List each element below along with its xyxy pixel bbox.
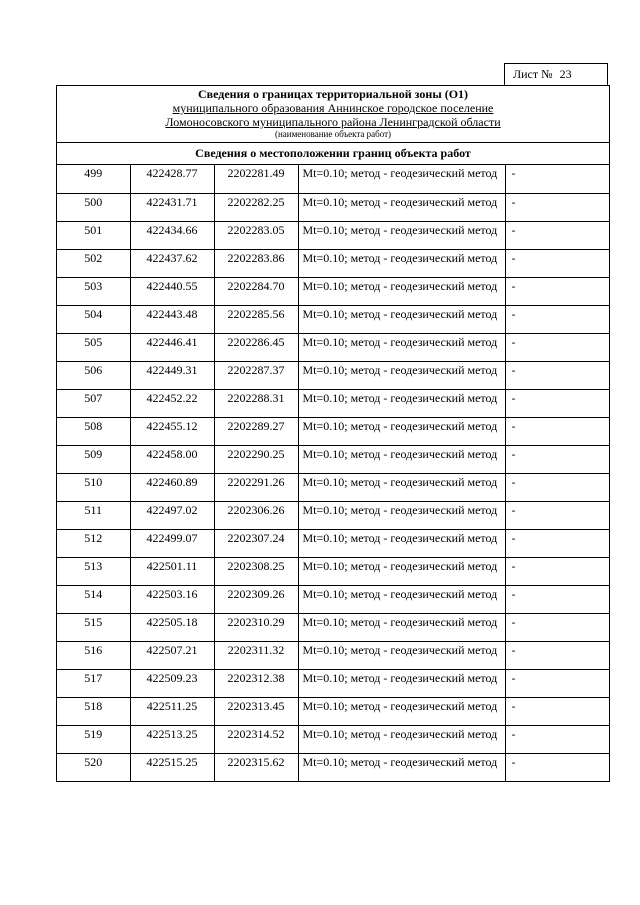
- point-number-cell: 500: [57, 193, 130, 221]
- sheet-number-box: [504, 63, 608, 85]
- x-coordinate-cell: 422505.18: [130, 613, 214, 641]
- x-coordinate-cell: 422428.77: [130, 165, 214, 193]
- method-cell: Mt=0.10; метод - геодезический метод: [298, 221, 505, 249]
- table-row: [57, 417, 609, 445]
- point-number-cell: 508: [57, 417, 130, 445]
- description-cell: -: [505, 249, 609, 277]
- y-coordinate-cell: 2202289.27: [214, 417, 298, 445]
- method-cell: Mt=0.10; метод - геодезический метод: [298, 501, 505, 529]
- point-number-cell: 501: [57, 221, 130, 249]
- point-number-cell: 503: [57, 277, 130, 305]
- description-cell: -: [505, 473, 609, 501]
- table-row: [57, 221, 609, 249]
- method-cell: Mt=0.10; метод - геодезический метод: [298, 753, 505, 781]
- municipality-line: муниципального образования Аннинское городское поселение: [172, 101, 494, 115]
- method-cell: Mt=0.10; метод - геодезический метод: [298, 361, 505, 389]
- method-cell: Mt=0.10; метод - геодезический метод: [298, 473, 505, 501]
- document-header: [57, 86, 609, 143]
- point-number-cell: 502: [57, 249, 130, 277]
- table-row: [57, 193, 609, 221]
- y-coordinate-cell: 2202311.32: [214, 641, 298, 669]
- method-cell: Mt=0.10; метод - геодезический метод: [298, 165, 505, 193]
- x-coordinate-cell: 422437.62: [130, 249, 214, 277]
- method-cell: Mt=0.10; метод - геодезический метод: [298, 697, 505, 725]
- district-line: Ломоносовского муниципального района Ленинградской области: [165, 115, 501, 129]
- method-cell: Mt=0.10; метод - геодезический метод: [298, 529, 505, 557]
- method-cell: Mt=0.10; метод - геодезический метод: [298, 445, 505, 473]
- x-coordinate-cell: 422443.48: [130, 305, 214, 333]
- description-cell: -: [505, 165, 609, 193]
- point-number-cell: 505: [57, 333, 130, 361]
- y-coordinate-cell: 2202310.29: [214, 613, 298, 641]
- description-cell: -: [505, 641, 609, 669]
- description-cell: -: [505, 613, 609, 641]
- table-row: [57, 361, 609, 389]
- y-coordinate-cell: 2202308.25: [214, 557, 298, 585]
- y-coordinate-cell: 2202313.45: [214, 697, 298, 725]
- point-number-cell: 518: [57, 697, 130, 725]
- x-coordinate-cell: 422509.23: [130, 669, 214, 697]
- table-row: [57, 501, 609, 529]
- sheet-number: 23: [559, 67, 572, 81]
- point-number-cell: 515: [57, 613, 130, 641]
- point-number-cell: 499: [57, 165, 130, 193]
- point-number-cell: 512: [57, 529, 130, 557]
- x-coordinate-cell: 422440.55: [130, 277, 214, 305]
- table-row: [57, 165, 609, 193]
- description-cell: -: [505, 529, 609, 557]
- point-number-cell: 520: [57, 753, 130, 781]
- y-coordinate-cell: 2202284.70: [214, 277, 298, 305]
- description-cell: -: [505, 193, 609, 221]
- table-row: [57, 473, 609, 501]
- object-caption: (наименование объекта работ): [274, 129, 392, 139]
- table-row: [57, 613, 609, 641]
- point-number-cell: 514: [57, 585, 130, 613]
- x-coordinate-cell: 422458.00: [130, 445, 214, 473]
- table-row: [57, 585, 609, 613]
- document-frame: [56, 85, 610, 782]
- table-row: [57, 445, 609, 473]
- table-row: [57, 557, 609, 585]
- table-row: [57, 333, 609, 361]
- table-row: [57, 641, 609, 669]
- x-coordinate-cell: 422507.21: [130, 641, 214, 669]
- point-number-cell: 506: [57, 361, 130, 389]
- method-cell: Mt=0.10; метод - геодезический метод: [298, 641, 505, 669]
- y-coordinate-cell: 2202290.25: [214, 445, 298, 473]
- method-cell: Mt=0.10; метод - геодезический метод: [298, 277, 505, 305]
- description-cell: -: [505, 389, 609, 417]
- method-cell: Mt=0.10; метод - геодезический метод: [298, 613, 505, 641]
- point-number-cell: 519: [57, 725, 130, 753]
- x-coordinate-cell: 422434.66: [130, 221, 214, 249]
- y-coordinate-cell: 2202283.05: [214, 221, 298, 249]
- y-coordinate-cell: 2202282.25: [214, 193, 298, 221]
- x-coordinate-cell: 422452.22: [130, 389, 214, 417]
- method-cell: Mt=0.10; метод - геодезический метод: [298, 249, 505, 277]
- point-number-cell: 510: [57, 473, 130, 501]
- x-coordinate-cell: 422503.16: [130, 585, 214, 613]
- x-coordinate-cell: 422455.12: [130, 417, 214, 445]
- method-cell: Mt=0.10; метод - геодезический метод: [298, 417, 505, 445]
- y-coordinate-cell: 2202312.38: [214, 669, 298, 697]
- y-coordinate-cell: 2202283.86: [214, 249, 298, 277]
- y-coordinate-cell: 2202285.56: [214, 305, 298, 333]
- y-coordinate-cell: 2202309.26: [214, 585, 298, 613]
- description-cell: -: [505, 417, 609, 445]
- table-row: [57, 529, 609, 557]
- description-cell: -: [505, 445, 609, 473]
- description-cell: -: [505, 305, 609, 333]
- method-cell: Mt=0.10; метод - геодезический метод: [298, 333, 505, 361]
- method-cell: Mt=0.10; метод - геодезический метод: [298, 725, 505, 753]
- point-number-cell: 507: [57, 389, 130, 417]
- table-row: [57, 697, 609, 725]
- point-number-cell: 516: [57, 641, 130, 669]
- description-cell: -: [505, 333, 609, 361]
- y-coordinate-cell: 2202306.26: [214, 501, 298, 529]
- point-number-cell: 509: [57, 445, 130, 473]
- method-cell: Mt=0.10; метод - геодезический метод: [298, 669, 505, 697]
- table-row: [57, 389, 609, 417]
- description-cell: -: [505, 725, 609, 753]
- y-coordinate-cell: 2202286.45: [214, 333, 298, 361]
- description-cell: -: [505, 501, 609, 529]
- x-coordinate-cell: 422446.41: [130, 333, 214, 361]
- y-coordinate-cell: 2202287.37: [214, 361, 298, 389]
- method-cell: Mt=0.10; метод - геодезический метод: [298, 585, 505, 613]
- description-cell: -: [505, 277, 609, 305]
- description-cell: -: [505, 697, 609, 725]
- table-row: [57, 725, 609, 753]
- x-coordinate-cell: 422499.07: [130, 529, 214, 557]
- table-row: [57, 277, 609, 305]
- description-cell: -: [511, 754, 516, 769]
- description-cell: -: [505, 361, 609, 389]
- table-row: [57, 753, 609, 781]
- y-coordinate-cell: 2202281.49: [214, 165, 298, 193]
- description-cell: -: [505, 585, 609, 613]
- description-cell: -: [505, 221, 609, 249]
- y-coordinate-cell: 2202307.24: [214, 529, 298, 557]
- document-title: Сведения о границах территориальной зоны (О1): [197, 87, 469, 101]
- point-number-cell: 504: [57, 305, 130, 333]
- y-coordinate-cell: 2202291.26: [214, 473, 298, 501]
- method-cell: Mt=0.10; метод - геодезический метод: [298, 557, 505, 585]
- table-row: [57, 305, 609, 333]
- x-coordinate-cell: 422460.89: [130, 473, 214, 501]
- point-number-cell: 511: [57, 501, 130, 529]
- section-title: Сведения о местоположении границ объекта работ: [57, 143, 609, 165]
- sheet-label: Лист №: [513, 67, 553, 81]
- method-cell: Mt=0.10; метод - геодезический метод: [298, 305, 505, 333]
- description-cell: -: [505, 669, 609, 697]
- y-coordinate-cell: 2202315.62: [214, 753, 298, 781]
- x-coordinate-cell: 422511.25: [130, 697, 214, 725]
- y-coordinate-cell: 2202314.52: [214, 725, 298, 753]
- x-coordinate-cell: 422497.02: [130, 501, 214, 529]
- table-row: [57, 249, 609, 277]
- method-cell: Mt=0.10; метод - геодезический метод: [298, 389, 505, 417]
- y-coordinate-cell: 2202288.31: [214, 389, 298, 417]
- coordinates-table: [57, 165, 609, 781]
- x-coordinate-cell: 422501.11: [130, 557, 214, 585]
- point-number-cell: 517: [57, 669, 130, 697]
- point-number-cell: 513: [57, 557, 130, 585]
- x-coordinate-cell: 422513.25: [130, 725, 214, 753]
- x-coordinate-cell: 422431.71: [130, 193, 214, 221]
- table-row: [57, 669, 609, 697]
- x-coordinate-cell: 422515.25: [130, 753, 214, 781]
- method-cell: Mt=0.10; метод - геодезический метод: [298, 193, 505, 221]
- x-coordinate-cell: 422449.31: [130, 361, 214, 389]
- description-cell: -: [505, 557, 609, 585]
